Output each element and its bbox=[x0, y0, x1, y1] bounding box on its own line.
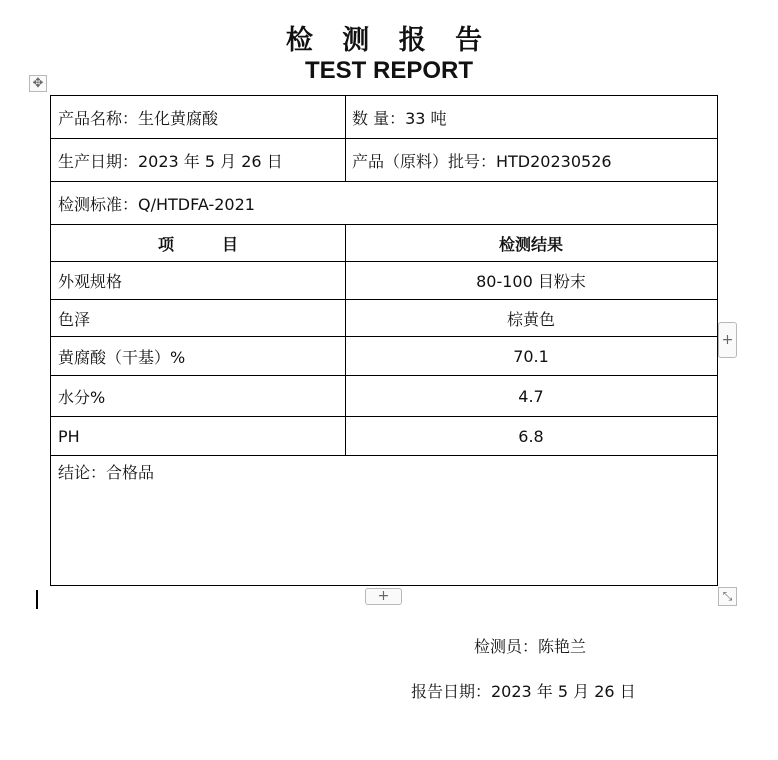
quantity-cell[interactable]: 数 量：33 吨 bbox=[352, 108, 447, 128]
product-name-cell[interactable]: 产品名称：生化黄腐酸 bbox=[58, 108, 219, 128]
conclusion-cell[interactable] bbox=[51, 456, 717, 585]
add-column-button[interactable]: + bbox=[718, 322, 737, 358]
table-row bbox=[51, 96, 717, 139]
header-result[interactable]: 检测结果 bbox=[498, 234, 563, 254]
result-cell[interactable]: 70.1 bbox=[513, 346, 549, 366]
result-cell[interactable]: 6.8 bbox=[518, 426, 544, 446]
table-move-handle[interactable] bbox=[29, 75, 47, 92]
item-cell[interactable]: PH bbox=[58, 426, 80, 446]
table-row bbox=[51, 262, 717, 300]
resize-icon: ⤡ bbox=[722, 589, 733, 603]
test-report-table bbox=[50, 95, 718, 586]
table-row bbox=[51, 182, 717, 225]
table-row bbox=[51, 300, 717, 337]
table-header-row bbox=[51, 225, 717, 262]
inspector-line: 检测员：陈艳兰 bbox=[474, 637, 587, 656]
header-item[interactable]: 项 目 bbox=[157, 234, 238, 254]
result-cell[interactable]: 棕黄色 bbox=[506, 309, 555, 329]
item-cell[interactable]: 外观规格 bbox=[58, 272, 123, 291]
report-date-line: 报告日期：2023 年 5 月 26 日 bbox=[411, 682, 636, 701]
result-cell[interactable]: 80-100 目粉末 bbox=[476, 272, 586, 291]
item-cell[interactable]: 水分% bbox=[58, 387, 106, 407]
report-title-en: TEST REPORT bbox=[304, 57, 473, 84]
result-cell[interactable]: 4.7 bbox=[518, 386, 544, 406]
table-row bbox=[51, 417, 717, 456]
item-cell[interactable]: 黄腐酸（干基）% bbox=[58, 347, 186, 367]
conclusion-text: 结论：合格品 bbox=[58, 463, 155, 482]
table-row bbox=[51, 376, 717, 417]
text-cursor bbox=[36, 590, 38, 609]
standard-cell[interactable]: 检测标准：Q/HTDFA-2021 bbox=[58, 194, 255, 214]
report-title-cn: 检 测 报 告 bbox=[285, 25, 493, 56]
table-row bbox=[51, 337, 717, 376]
add-row-button[interactable]: + bbox=[365, 588, 402, 605]
production-date-cell[interactable]: 生产日期：2023 年 5 月 26 日 bbox=[58, 151, 283, 171]
batch-number-cell[interactable]: 产品（原料）批号：HTD20230526 bbox=[352, 151, 612, 171]
move-icon: ✥ bbox=[32, 76, 44, 91]
item-cell[interactable]: 色泽 bbox=[58, 309, 91, 329]
table-row bbox=[51, 139, 717, 182]
table-resize-handle[interactable] bbox=[718, 587, 737, 606]
